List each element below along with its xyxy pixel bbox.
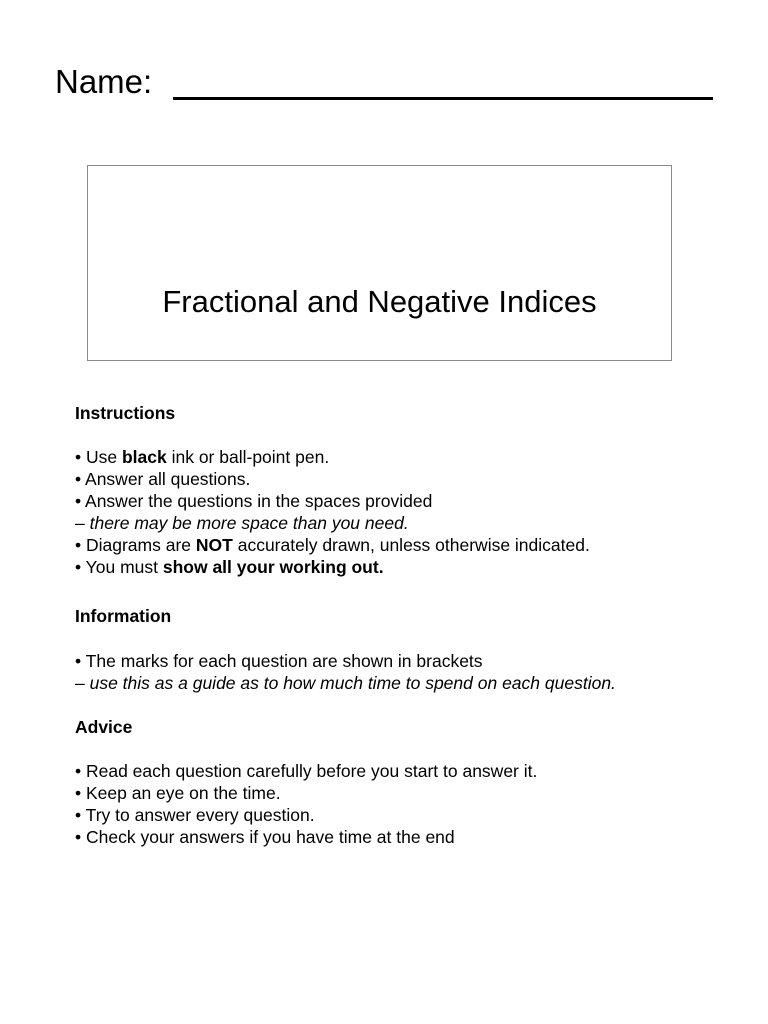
instruction-item-spaces: • Answer the questions in the spaces provided [75, 491, 433, 511]
instruction-item-spaces-note: – there may be more space than you need. [75, 513, 409, 533]
advice-item: • Read each question carefully before you start to answer it. [75, 761, 538, 781]
information-item-marks-note: – use this as a guide as to how much time to spend on each question. [75, 673, 616, 693]
instruction-item-working: • You must show all your working out. [75, 557, 384, 577]
document-body [75, 402, 755, 848]
instruction-item-diagrams: • Diagrams are NOT accurately drawn, unless otherwise indicated. [75, 535, 590, 555]
information-item-marks: • The marks for each question are shown in brackets [75, 651, 483, 671]
advice-item: • Check your answers if you have time at the end [75, 827, 455, 847]
name-underline-field[interactable] [173, 97, 713, 100]
title-box [87, 165, 672, 361]
instructions-heading: Instructions [75, 403, 176, 423]
information-heading: Information [75, 606, 172, 626]
instruction-item-ink: • Use black ink or ball-point pen. [75, 447, 330, 467]
advice-item: • Keep an eye on the time. [75, 783, 281, 803]
advice-item: • Try to answer every question. [75, 805, 315, 825]
name-label: Name: [55, 63, 153, 100]
instruction-item-answer-all: • Answer all questions. [75, 469, 251, 489]
document-title: Fractional and Negative Indices [162, 284, 597, 319]
advice-heading: Advice [75, 717, 133, 737]
